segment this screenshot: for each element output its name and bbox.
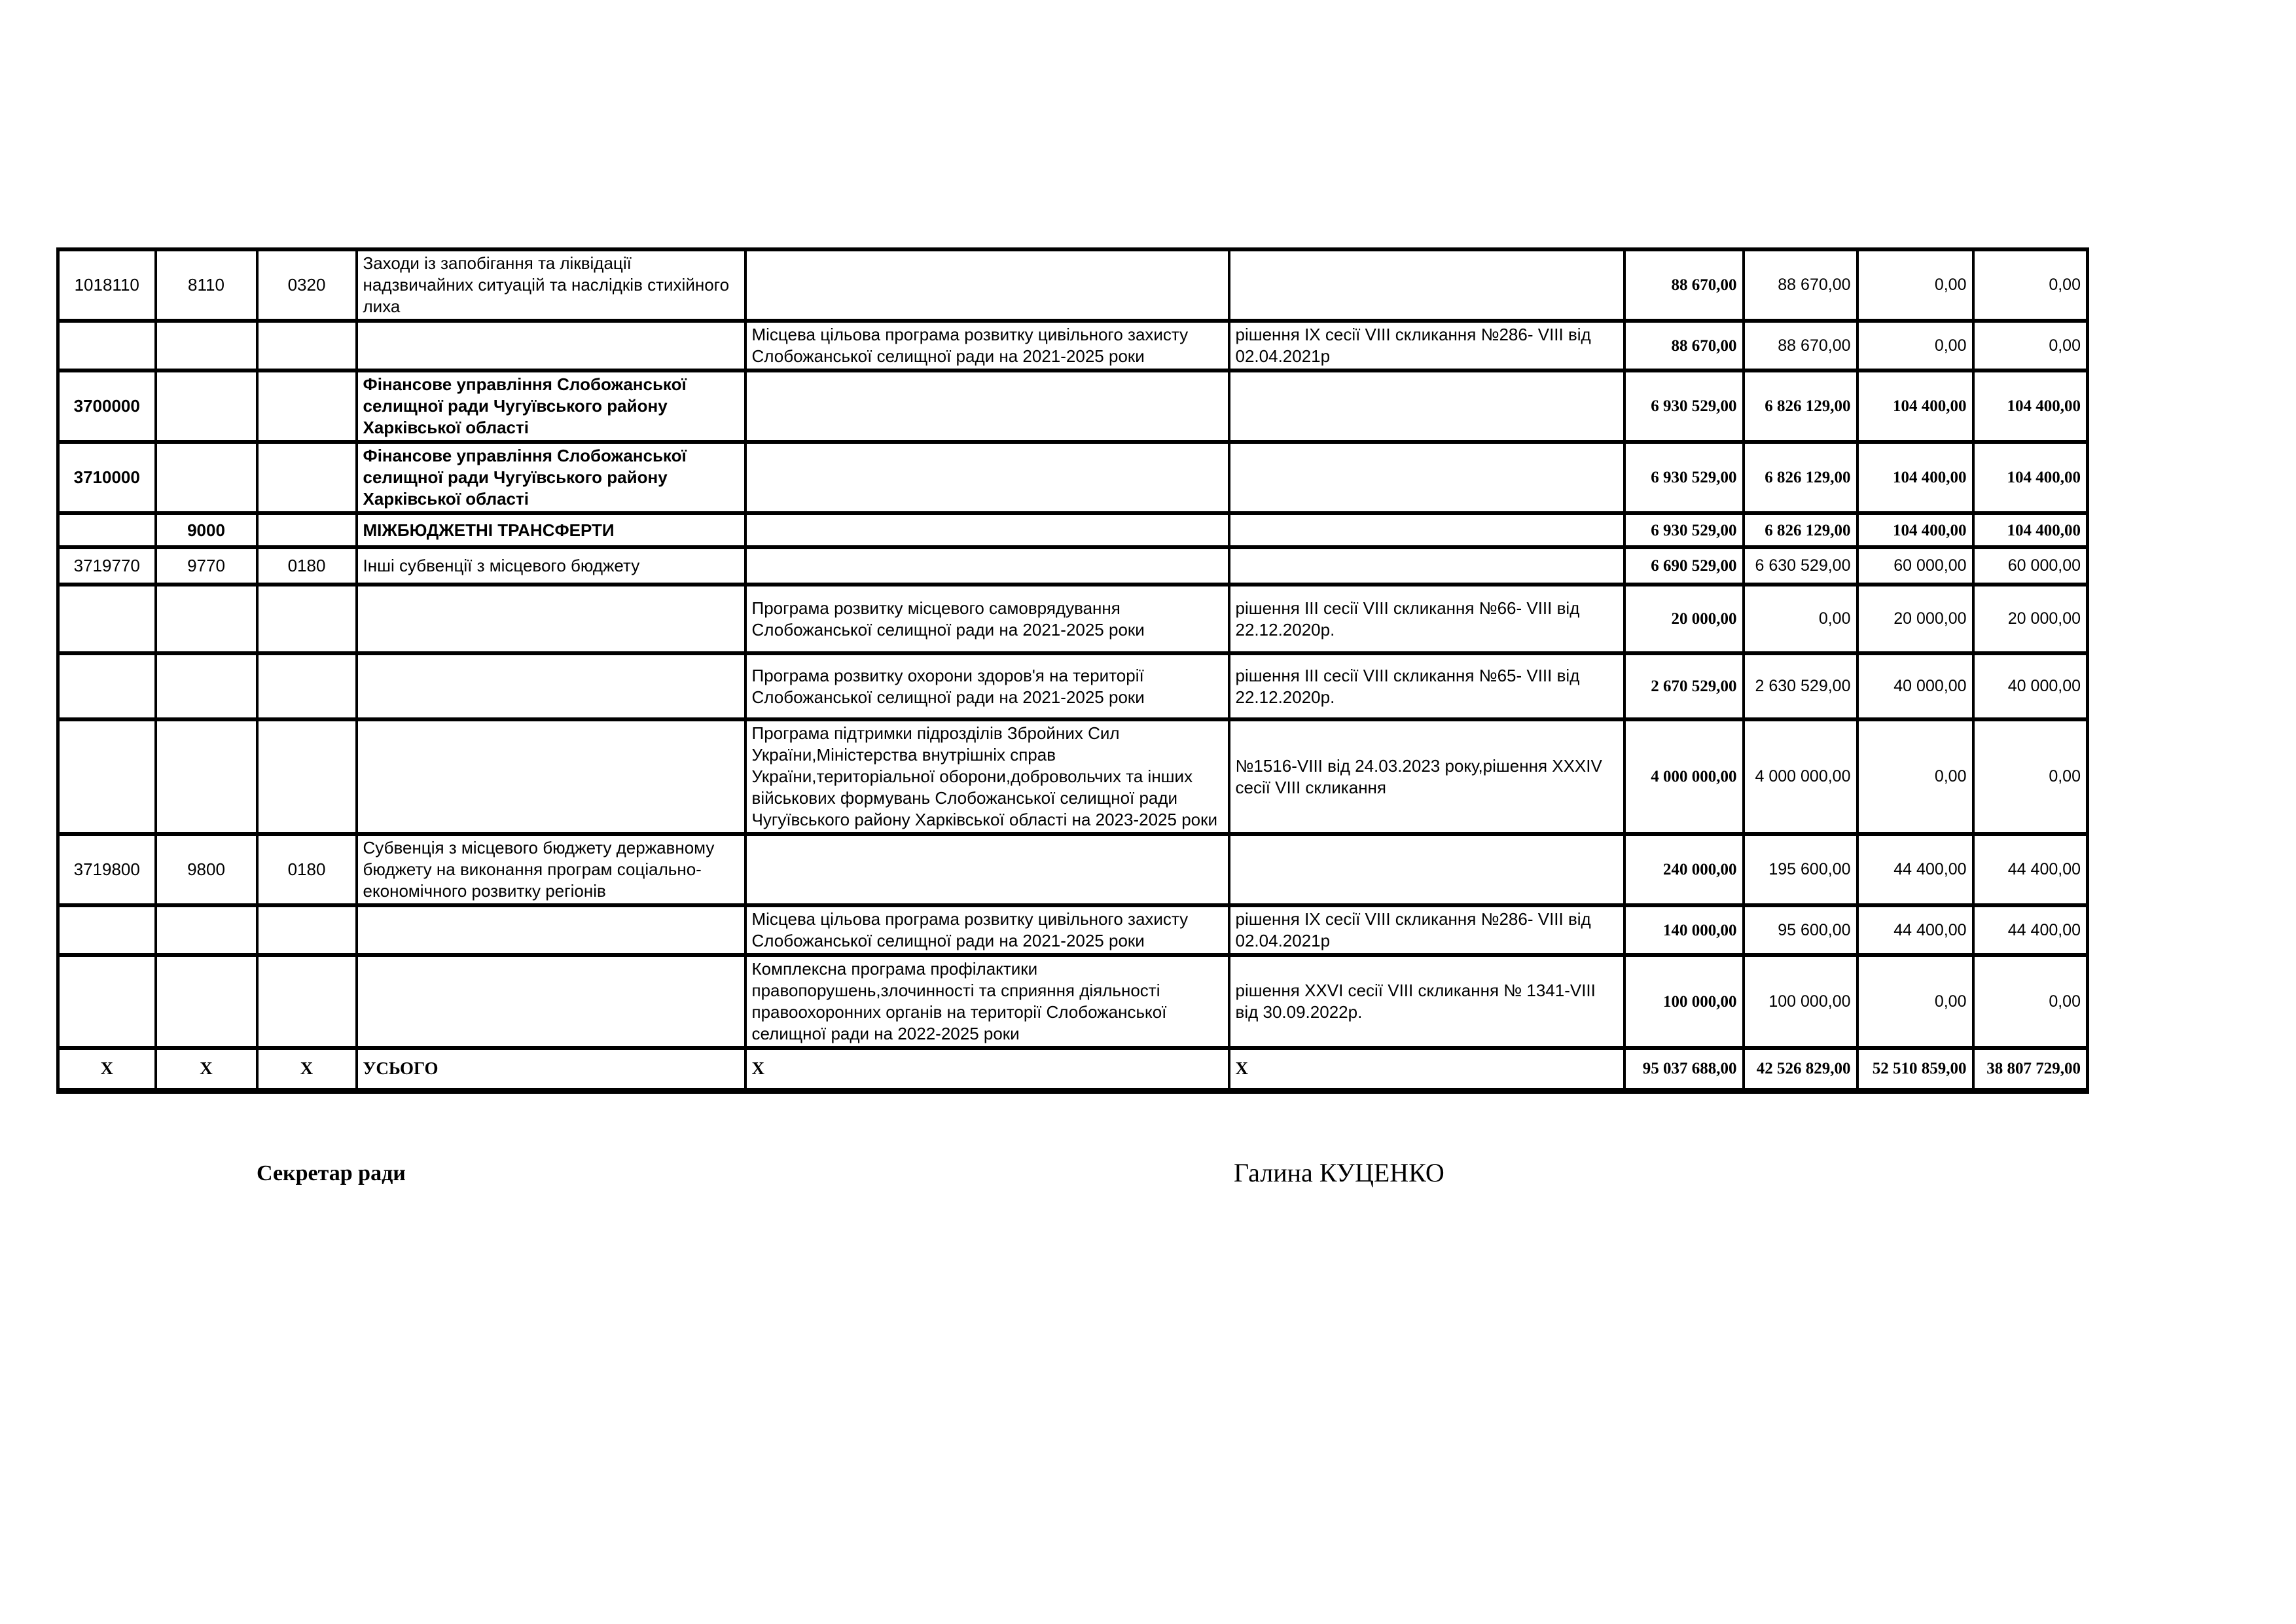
cell-amount-special-fund: 40 000,00 [1857, 653, 1973, 719]
table-row [58, 834, 2088, 905]
cell-amount-special-fund-2: 104 400,00 [1973, 513, 2088, 547]
cell-amount-total: 6 930 529,00 [1624, 513, 1744, 547]
cell-code-functional [257, 370, 357, 442]
cell-amount-special-fund-2: 0,00 [1973, 321, 2088, 370]
cell-amount-general-fund: 2 630 529,00 [1744, 653, 1857, 719]
signature-role: Секретар ради [257, 1161, 406, 1185]
cell-target-program: Програма підтримки підрозділів Збройних Сил України,Міністерства внутрішніх справ України,територіальної оборони,добровольчих та інших військових формувань Слобожанської селищної ради Чугуївського району Харківської області на 2023-2025 роки [745, 719, 1229, 834]
cell-code-typical [156, 370, 257, 442]
cell-code-typical [156, 442, 257, 513]
cell-code-program: 3719770 [58, 547, 156, 585]
cell-amount-total: 88 670,00 [1624, 321, 1744, 370]
cell-code-program: 1018110 [58, 249, 156, 321]
cell-amount-general-fund: 6 826 129,00 [1744, 442, 1857, 513]
cell-name [357, 905, 745, 955]
cell-code-typical [156, 719, 257, 834]
cell-amount-special-fund: 104 400,00 [1857, 513, 1973, 547]
table-row [58, 1048, 2088, 1091]
cell-amount-general-fund: 6 826 129,00 [1744, 513, 1857, 547]
cell-target-program [745, 547, 1229, 585]
cell-code-functional: 0180 [257, 834, 357, 905]
cell-target-program: Програма розвитку місцевого самоврядування Слобожанської селищної ради на 2021-2025 роки [745, 585, 1229, 653]
cell-amount-total: 6 930 529,00 [1624, 442, 1744, 513]
cell-amount-general-fund: 42 526 829,00 [1744, 1048, 1857, 1091]
cell-amount-total: 240 000,00 [1624, 834, 1744, 905]
cell-amount-special-fund-2: 0,00 [1973, 955, 2088, 1048]
cell-decision [1229, 442, 1624, 513]
cell-amount-special-fund-2: 0,00 [1973, 719, 2088, 834]
cell-amount-general-fund: 195 600,00 [1744, 834, 1857, 905]
cell-code-typical [156, 321, 257, 370]
cell-code-typical [156, 653, 257, 719]
cell-code-program: 3719800 [58, 834, 156, 905]
cell-code-typical: 9000 [156, 513, 257, 547]
cell-target-program [745, 370, 1229, 442]
cell-code-program [58, 955, 156, 1048]
cell-decision: №1516-VIII від 24.03.2023 року,рішення XXXIV сесії VIII скликання [1229, 719, 1624, 834]
cell-amount-special-fund: 0,00 [1857, 249, 1973, 321]
cell-amount-special-fund-2: 104 400,00 [1973, 442, 2088, 513]
cell-decision [1229, 547, 1624, 585]
cell-amount-special-fund-2: 104 400,00 [1973, 370, 2088, 442]
cell-decision: рішення IX сесії VIII скликання №286- VIII від 02.04.2021р [1229, 905, 1624, 955]
cell-amount-general-fund: 6 630 529,00 [1744, 547, 1857, 585]
cell-code-typical [156, 955, 257, 1048]
table-row [58, 442, 2088, 513]
cell-amount-special-fund-2: 0,00 [1973, 249, 2088, 321]
cell-name: Фінансове управління Слобожанської селищної ради Чугуївського району Харківської області [357, 442, 745, 513]
cell-amount-general-fund: 88 670,00 [1744, 321, 1857, 370]
cell-decision: рішення III сесії VIII скликання №66- VIII від 22.12.2020р. [1229, 585, 1624, 653]
cell-code-program [58, 719, 156, 834]
cell-target-program [745, 442, 1229, 513]
table-row [58, 905, 2088, 955]
cell-code-functional [257, 719, 357, 834]
cell-decision [1229, 249, 1624, 321]
cell-code-typical [156, 905, 257, 955]
cell-amount-special-fund: 0,00 [1857, 719, 1973, 834]
cell-amount-special-fund-2: 40 000,00 [1973, 653, 2088, 719]
cell-target-program: Програма розвитку охорони здоров'я на території Слобожанської селищної ради на 2021-2025 роки [745, 653, 1229, 719]
cell-amount-total: 88 670,00 [1624, 249, 1744, 321]
cell-name [357, 321, 745, 370]
table-row [58, 547, 2088, 585]
cell-amount-total: 140 000,00 [1624, 905, 1744, 955]
cell-name [357, 719, 745, 834]
cell-code-program: X [58, 1048, 156, 1091]
cell-name: Заходи із запобігання та ліквідації надзвичайних ситуацій та наслідків стихійного лиха [357, 249, 745, 321]
cell-amount-total: 6 690 529,00 [1624, 547, 1744, 585]
cell-name [357, 585, 745, 653]
cell-target-program: Комплексна програма профілактики правопорушень,злочинності та сприяння діяльності правоохоронних органів на території Слобожанської селищної ради на 2022-2025 роки [745, 955, 1229, 1048]
cell-decision: рішення XXVI сесії VIII скликання № 1341-VIII від 30.09.2022р. [1229, 955, 1624, 1048]
cell-code-program [58, 653, 156, 719]
table-row [58, 955, 2088, 1048]
cell-decision [1229, 834, 1624, 905]
cell-code-functional [257, 585, 357, 653]
cell-amount-total: 2 670 529,00 [1624, 653, 1744, 719]
cell-decision: рішення IX сесії VIII скликання №286- VIII від 02.04.2021р [1229, 321, 1624, 370]
cell-code-typical: 9770 [156, 547, 257, 585]
cell-code-typical [156, 585, 257, 653]
cell-amount-special-fund: 0,00 [1857, 321, 1973, 370]
cell-code-functional [257, 321, 357, 370]
cell-code-program: 3710000 [58, 442, 156, 513]
cell-code-program [58, 321, 156, 370]
cell-amount-special-fund-2: 44 400,00 [1973, 834, 2088, 905]
cell-name [357, 653, 745, 719]
cell-code-functional: X [257, 1048, 357, 1091]
cell-target-program: Місцева цільова програма розвитку цивільного захисту Слобожанської селищної ради на 2021-2025 роки [745, 905, 1229, 955]
cell-name: МІЖБЮДЖЕТНІ ТРАНСФЕРТИ [357, 513, 745, 547]
budget-table-body [58, 249, 2088, 1091]
cell-name: Інші субвенції з місцевого бюджету [357, 547, 745, 585]
cell-name: УСЬОГО [357, 1048, 745, 1091]
cell-amount-special-fund: 104 400,00 [1857, 442, 1973, 513]
cell-name: Субвенція з місцевого бюджету державному бюджету на виконання програм соціально-економічного розвитку регіонів [357, 834, 745, 905]
cell-amount-special-fund-2: 60 000,00 [1973, 547, 2088, 585]
table-row [58, 585, 2088, 653]
cell-amount-general-fund: 95 600,00 [1744, 905, 1857, 955]
cell-amount-general-fund: 88 670,00 [1744, 249, 1857, 321]
cell-code-program [58, 513, 156, 547]
table-row [58, 513, 2088, 547]
cell-code-typical: 9800 [156, 834, 257, 905]
cell-amount-total: 20 000,00 [1624, 585, 1744, 653]
cell-code-program [58, 585, 156, 653]
signature-name: Галина КУЦЕНКО [1234, 1158, 1444, 1187]
cell-amount-special-fund-2: 38 807 729,00 [1973, 1048, 2088, 1091]
cell-code-functional [257, 653, 357, 719]
table-row [58, 321, 2088, 370]
cell-amount-special-fund: 44 400,00 [1857, 834, 1973, 905]
table-row [58, 249, 2088, 321]
cell-code-functional [257, 955, 357, 1048]
cell-code-functional: 0320 [257, 249, 357, 321]
cell-amount-total: 6 930 529,00 [1624, 370, 1744, 442]
cell-decision: X [1229, 1048, 1624, 1091]
cell-target-program [745, 249, 1229, 321]
cell-code-functional [257, 513, 357, 547]
table-row [58, 370, 2088, 442]
cell-amount-special-fund: 0,00 [1857, 955, 1973, 1048]
cell-amount-special-fund: 52 510 859,00 [1857, 1048, 1973, 1091]
cell-amount-special-fund: 60 000,00 [1857, 547, 1973, 585]
table-row [58, 719, 2088, 834]
cell-code-functional [257, 905, 357, 955]
budget-table [56, 247, 2089, 1094]
cell-code-typical: 8110 [156, 249, 257, 321]
cell-code-functional [257, 442, 357, 513]
cell-decision [1229, 513, 1624, 547]
cell-amount-special-fund: 20 000,00 [1857, 585, 1973, 653]
cell-code-typical: X [156, 1048, 257, 1091]
cell-target-program: Місцева цільова програма розвитку цивільного захисту Слобожанської селищної ради на 2021-2025 роки [745, 321, 1229, 370]
cell-target-program [745, 513, 1229, 547]
cell-amount-total: 95 037 688,00 [1624, 1048, 1744, 1091]
cell-code-program: 3700000 [58, 370, 156, 442]
table-row [58, 653, 2088, 719]
cell-target-program: X [745, 1048, 1229, 1091]
cell-decision [1229, 370, 1624, 442]
cell-amount-special-fund-2: 20 000,00 [1973, 585, 2088, 653]
cell-amount-general-fund: 100 000,00 [1744, 955, 1857, 1048]
cell-code-functional: 0180 [257, 547, 357, 585]
cell-amount-total: 4 000 000,00 [1624, 719, 1744, 834]
cell-amount-general-fund: 6 826 129,00 [1744, 370, 1857, 442]
cell-amount-total: 100 000,00 [1624, 955, 1744, 1048]
cell-amount-special-fund: 44 400,00 [1857, 905, 1973, 955]
cell-name: Фінансове управління Слобожанської селищної ради Чугуївського району Харківської області [357, 370, 745, 442]
cell-amount-special-fund-2: 44 400,00 [1973, 905, 2088, 955]
cell-decision: рішення III сесії VIII скликання №65- VIII від 22.12.2020р. [1229, 653, 1624, 719]
cell-amount-general-fund: 4 000 000,00 [1744, 719, 1857, 834]
cell-amount-general-fund: 0,00 [1744, 585, 1857, 653]
cell-target-program [745, 834, 1229, 905]
cell-name [357, 955, 745, 1048]
cell-code-program [58, 905, 156, 955]
cell-amount-special-fund: 104 400,00 [1857, 370, 1973, 442]
